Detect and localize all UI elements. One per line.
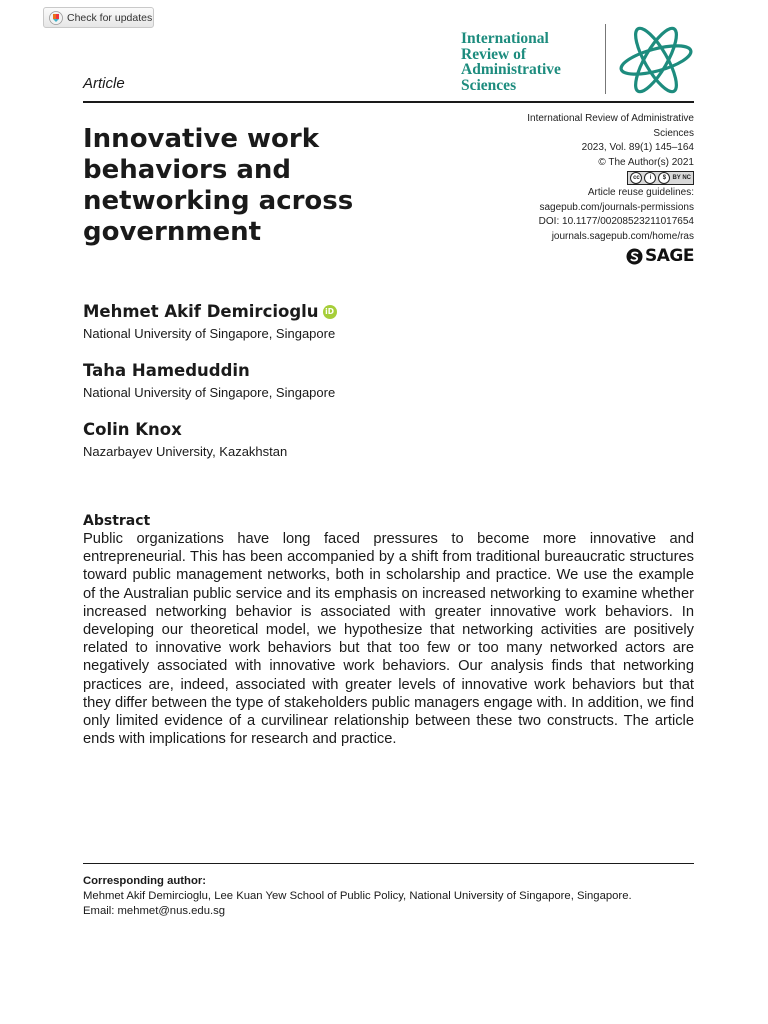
footnote-rule <box>83 863 694 864</box>
cc-license-label: BY NC <box>672 174 691 181</box>
sage-logo-text: SAGE <box>645 246 694 266</box>
author-block <box>83 420 287 459</box>
author-affiliation: National University of Singapore, Singapore <box>83 326 336 341</box>
abstract-heading: Abstract <box>83 513 151 529</box>
check-for-updates-button[interactable] <box>43 7 154 28</box>
journal-name <box>461 31 561 93</box>
meta-doi[interactable]: DOI: 10.1177/00208523211017654 <box>538 216 694 227</box>
orcid-icon[interactable]: iD <box>323 305 337 319</box>
meta-reuse-label: Article reuse guidelines: <box>587 187 694 198</box>
header-divider <box>605 24 606 94</box>
article-type-label: Article <box>83 75 125 92</box>
author-name: Taha Hameduddin <box>83 361 250 380</box>
corresponding-author-email[interactable]: Email: mehmet@nus.edu.sg <box>83 905 226 917</box>
header-rule <box>83 101 694 103</box>
check-for-updates-label: Check for updates <box>67 11 153 24</box>
corresponding-author <box>83 874 713 919</box>
author-block <box>83 361 335 400</box>
article-title: Innovative work behaviors and networking across government <box>83 124 354 247</box>
journal-name-line: Sciences <box>461 76 517 94</box>
meta-journal-line: Sciences <box>653 127 694 139</box>
sage-logo <box>626 246 694 266</box>
author-affiliation: Nazarbayev University, Kazakhstan <box>83 444 288 459</box>
meta-volume: 2023, Vol. 89(1) 145–164 <box>581 142 694 153</box>
journal-name-line: Review of <box>461 45 526 63</box>
meta-journal-link[interactable]: journals.sagepub.com/home/ras <box>551 230 694 242</box>
article-metadata <box>464 112 694 244</box>
author-name: Mehmet Akif Demircioglu <box>83 302 319 321</box>
author-block <box>83 302 337 341</box>
journal-name-line: Administrative <box>461 61 561 78</box>
journal-logo-icon <box>614 20 698 96</box>
cc-license-icon[interactable]: cc i $ BY NC <box>627 171 694 185</box>
meta-copyright: © The Author(s) 2021 <box>598 156 694 168</box>
sage-s-icon <box>626 248 643 265</box>
meta-reuse-link[interactable]: sagepub.com/journals-permissions <box>539 201 694 213</box>
corresponding-author-heading: Corresponding author: <box>83 875 207 887</box>
abstract-text: Public organizations have long faced pressures to become more innovative and entrepreneurial. This has been accompanied by a shift from traditional bureaucratic structures toward public management networks, both in scholarship and practice. We use the example of the Australian public service and its emphasis on increased networking to examine whether increased networking behavior is associated with greater innovative work behaviors. In developing our theoretical model, we hypothesize that networking activities are positively related to innovative work behaviors but that too few or too many networked actors are negatively associated with innovative work behaviors. Our analysis finds that networking practices are, indeed, associated with greater levels of innovative work behaviors but that they differ between the type of stakeholders public managers engage with. In addition, we find only limited evidence of a curvilinear relationship between these two constructs. The article ends with implications for research and practice. <box>83 531 694 748</box>
author-affiliation: National University of Singapore, Singapore <box>83 385 336 400</box>
crossmark-icon <box>49 11 63 25</box>
meta-journal-line: International Review of Administrative <box>527 113 694 124</box>
author-name: Colin Knox <box>83 420 182 439</box>
journal-name-line: International <box>461 30 549 47</box>
corresponding-author-address: Mehmet Akif Demircioglu, Lee Kuan Yew School of Public Policy, National University of Singapore, Singapore. <box>83 890 632 902</box>
